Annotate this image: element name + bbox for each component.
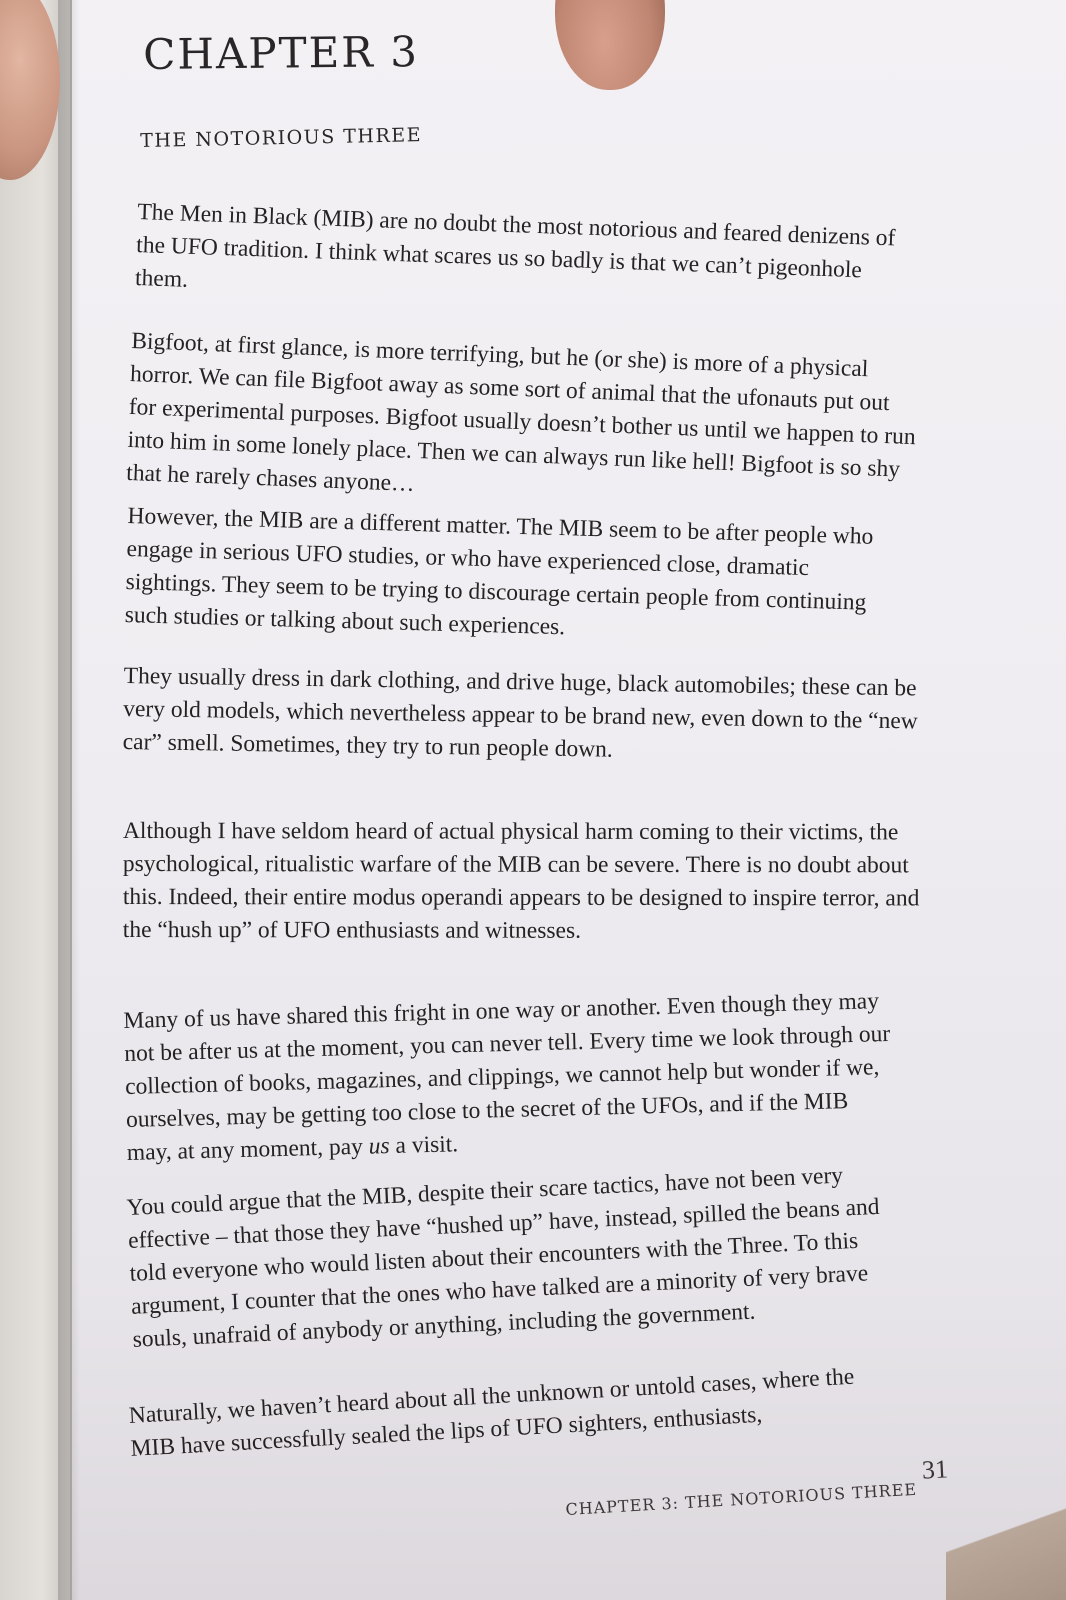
paragraph-6 [123, 985, 897, 1170]
section-title: THE NOTORIOUS THREE [140, 124, 423, 152]
paragraph-6-text: Many of us have shared this fright in one way or another. Even though they may not be after us at the moment, you can never tell. Every time we look through our collection of books, magazines, and clippings, we cannot help but wonder if we, ourselves, may be getting too close to the secret of the UFOs, and if the MIB may, at any moment, pay [123, 988, 891, 1166]
paragraph-7: You could argue that the MIB, despite their scare tactics, have not been very effective – that those they have “hushed up” have, instead, spilled the beans and told everyone who would listen about their encounters with the Three. To this argument, I counter that the ones who have talked are a minority of very brave souls, unafraid of anybody or anything, including the government. [126, 1162, 881, 1353]
paragraph-1: The Men in Black (MIB) are no doubt the most notorious and feared denizens of the UFO tradition. I think what scares us so badly is that we can’t pigeonhole them. [134, 198, 896, 293]
paragraph-2: Bigfoot, at first glance, is more terrifying, but he (or she) is more of a physical horror. We can file Bigfoot away as some sort of animal that the ufonauts put out for experimental purposes. Bigfoot usually doesn’t bother us until we happen to run into him in some lonely place. Then we can always run like hell! Bigfoot is so shy that he rarely chases anyone… [125, 327, 917, 497]
running-footer: CHAPTER 3: THE NOTORIOUS THREE [565, 1479, 918, 1519]
chapter-heading: CHAPTER 3 [143, 27, 420, 79]
paragraph-5: Although I have seldom heard of actual physical harm coming to their victims, the psychological, ritualistic warfare of the MIB can be severe. There is no doubt about this. Indeed, their entire modus operandi appears to be designed to inspire terror, and the “hush up” of UFO enthusiasts and witnesses. [122, 818, 920, 944]
page-number: 31 [921, 1454, 949, 1485]
paragraph-4: They usually dress in dark clothing, and drive huge, black automobiles; these can be very old models, which nevertheless appear to be brand new, even down to the “new car” smell. Sometimes, they try to run people down. [122, 662, 918, 763]
paragraph-8: Naturally, we haven’t heard about all the unknown or untold cases, where the MIB have successfully sealed the lips of UFO sighters, enthusiasts, [128, 1363, 855, 1462]
paragraph-6-end: a visit. [389, 1131, 459, 1160]
emphasis-us: us [368, 1133, 390, 1160]
paragraph-3: However, the MIB are a different matter. The MIB seem to be after people who engage in serious UFO studies, or who have experienced close, dramatic sightings. They seem to be trying to discourage certain people from continuing such studies or talking about such experiences. [124, 502, 874, 641]
